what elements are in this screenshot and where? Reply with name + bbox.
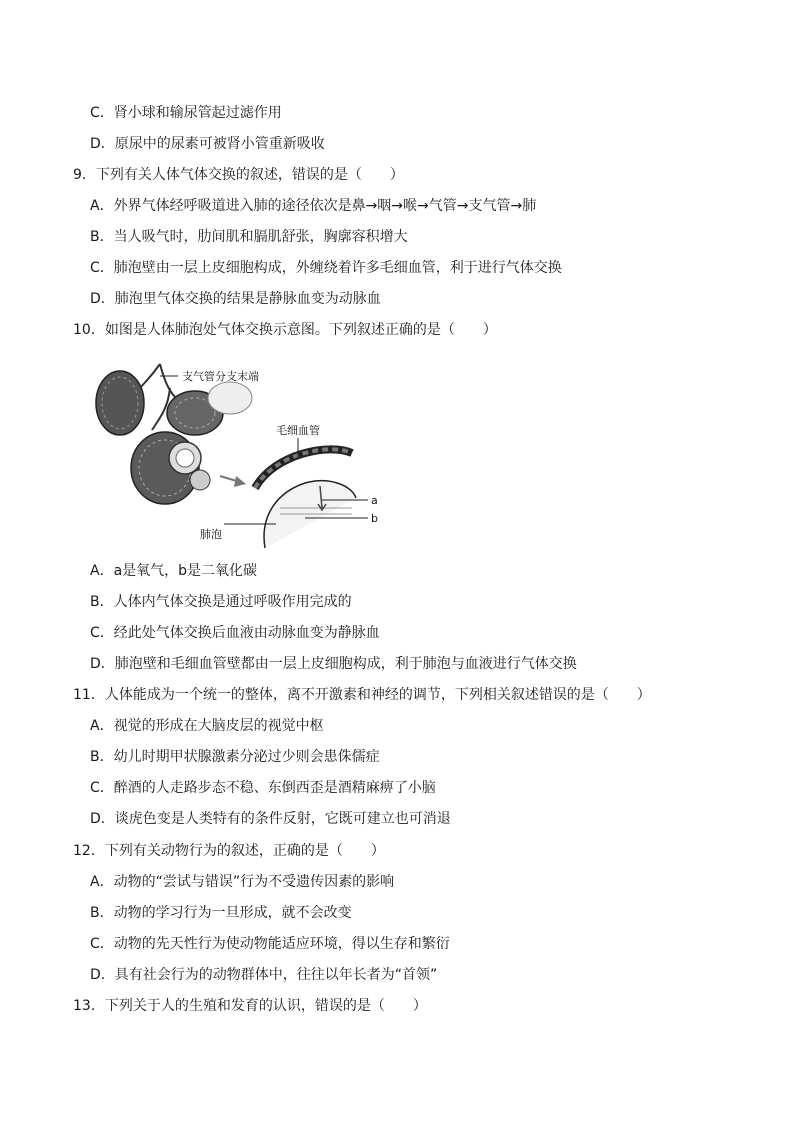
q12-option-b: B．动物的学习行为一旦形成，就不会改变 (90, 905, 352, 921)
alveolar-cluster-illustration (96, 371, 252, 504)
alveolus-gas-exchange-figure (90, 358, 390, 550)
q9-option-a: A．外界气体经呼吸道进入肺的途径依次是鼻→咽→喉→气管→支气管→肺 (90, 198, 537, 214)
q11-option-a: A．视觉的形成在大脑皮层的视觉中枢 (90, 718, 324, 734)
q10-option-b: B．人体内气体交换是通过呼吸作用完成的 (90, 594, 352, 610)
capillary-zoom-illustration (255, 449, 356, 548)
q8-option-c: C．肾小球和输尿管起过滤作用 (90, 105, 282, 121)
q9-option-b: B．当人吸气时，肋间肌和膈肌舒张，胸廓容积增大 (90, 229, 408, 245)
q11-stem: 11．人体能成为一个统一的整体，离不开激素和神经的调节，下列相关叙述错误的是（ ） (73, 687, 651, 703)
q8-option-d: D．原尿中的尿素可被肾小管重新吸收 (90, 136, 325, 152)
q12-stem: 12．下列有关动物行为的叙述，正确的是（ ） (73, 843, 385, 859)
q11-option-c: C．醉酒的人走路步态不稳、东倒西歪是酒精麻痹了小脑 (90, 780, 436, 796)
q9-stem: 9．下列有关人体气体交换的叙述，错误的是（ ） (73, 167, 404, 183)
q12-option-a: A．动物的“尝试与错误”行为不受遗传因素的影响 (90, 874, 395, 890)
label-alveolus: 肺泡 (200, 528, 222, 541)
q9-option-d: D．肺泡里气体交换的结果是静脉血变为动脉血 (90, 291, 381, 307)
q13-stem: 13．下列关于人的生殖和发育的认识，错误的是（ ） (73, 998, 427, 1014)
q11-option-d: D．谈虎色变是人类特有的条件反射，它既可建立也可消退 (90, 811, 451, 827)
q12-option-c: C．动物的先天性行为使动物能适应环境，得以生存和繁衍 (90, 936, 450, 952)
q10-stem: 10．如图是人体肺泡处气体交换示意图。下列叙述正确的是（ ） (73, 322, 497, 338)
q10-option-a: A．a是氧气，b是二氧化碳 (90, 563, 258, 579)
label-b: b (371, 512, 378, 525)
label-a: a (371, 494, 378, 507)
q10-option-c: C．经此处气体交换后血液由动脉血变为静脉血 (90, 625, 380, 641)
q10-option-d: D．肺泡壁和毛细血管壁都由一层上皮细胞构成，利于肺泡与血液进行气体交换 (90, 656, 577, 672)
label-bronchi-end: 支气管分支末端 (182, 370, 259, 383)
q9-option-c: C．肺泡壁由一层上皮细胞构成，外缠绕着许多毛细血管，利于进行气体交换 (90, 260, 562, 276)
zoom-arrowhead (234, 476, 246, 487)
q12-option-d: D．具有社会行为的动物群体中，往往以年长者为“首领” (90, 967, 438, 983)
label-capillary: 毛细血管 (276, 424, 320, 437)
q11-option-b: B．幼儿时期甲状腺激素分泌过少则会患侏儒症 (90, 749, 380, 765)
